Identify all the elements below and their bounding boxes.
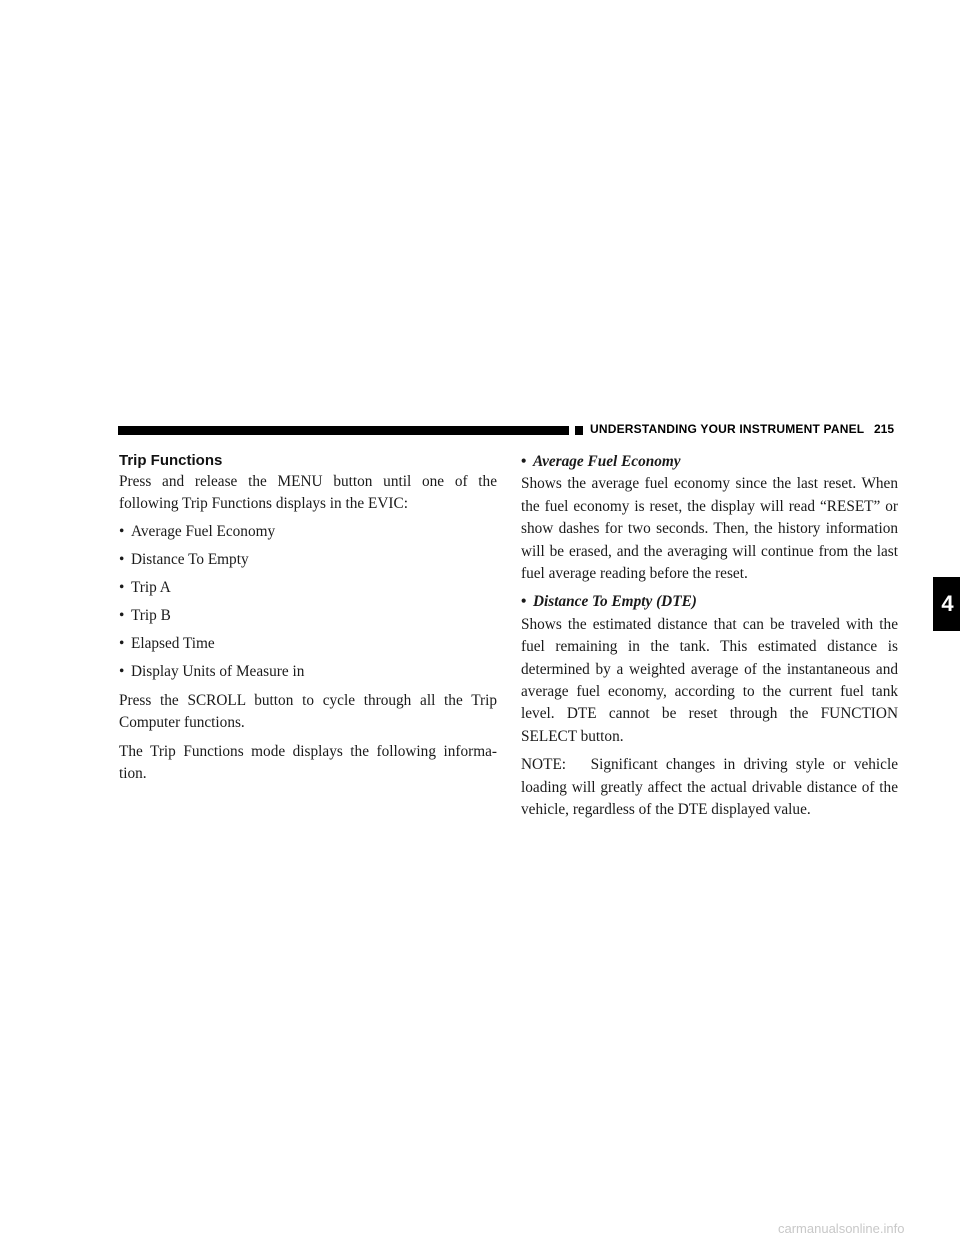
bullet-icon: • [119, 663, 125, 681]
bullet-icon: • [119, 607, 125, 625]
bullet-icon: • [521, 453, 527, 470]
list-item: • Average Fuel Economy [119, 521, 497, 543]
note-label: NOTE: [521, 756, 567, 774]
mode-paragraph: The Trip Functions mode displays the following informa-tion. [119, 742, 497, 783]
watermark-footer: carmanualsonline.info [778, 1221, 905, 1236]
section-heading: Trip Functions [119, 452, 223, 469]
running-header-title: UNDERSTANDING YOUR INSTRUMENT PANEL [590, 422, 865, 436]
intro-paragraph: Press and release the MENU button until one of the following Trip Functions displays in the EVIC: [119, 473, 497, 513]
bullet-icon: • [119, 635, 125, 653]
left-column [119, 451, 497, 785]
right-column [521, 451, 898, 822]
list-item: • Distance To Empty [119, 549, 497, 571]
list-item: • Elapsed Time [119, 633, 497, 655]
chapter-tab: 4 [933, 577, 960, 631]
list-item: • Trip A [119, 577, 497, 599]
note-text: Significant changes in driving style or vehicle loading will greatly affect the actual drivable distance of the vehicle, regardless of the DTE displayed value. [521, 756, 898, 819]
bullet-icon: • [119, 523, 125, 541]
bullet-icon: • [119, 551, 125, 569]
bullet-icon: • [119, 579, 125, 597]
distance-to-empty-body: Shows the estimated distance that can be traveled with the fuel remaining in the tank. This estimated distance is determined by a weighted average of the instantaneous and average fuel economy, according to the current fuel tank level. DTE cannot be reset through the FUNCTION SELECT button. [521, 615, 898, 745]
page-number: 215 [874, 422, 895, 436]
list-item: • Display Units of Measure in [119, 661, 497, 683]
list-item: • Trip B [119, 605, 497, 627]
item-heading-distance-to-empty: • Distance To Empty (DTE) [521, 591, 898, 613]
note-paragraph [521, 754, 898, 821]
trip-functions-list [119, 521, 497, 683]
bullet-icon: • [521, 593, 527, 611]
scroll-paragraph: Press the SCROLL button to cycle through all the Trip Computer functions. [119, 691, 497, 732]
average-fuel-economy-body: Shows the average fuel economy since the last reset. When the fuel economy is reset, the display will read “RESET” or show dashes for two seconds. Then, the history information will be erased, and the averaging will continue from the last fuel average reading before the reset. [521, 475, 898, 583]
header-rule-end [575, 426, 583, 435]
item-heading-average-fuel-economy: • Average Fuel Economy [521, 451, 898, 473]
header-rule [118, 426, 569, 435]
